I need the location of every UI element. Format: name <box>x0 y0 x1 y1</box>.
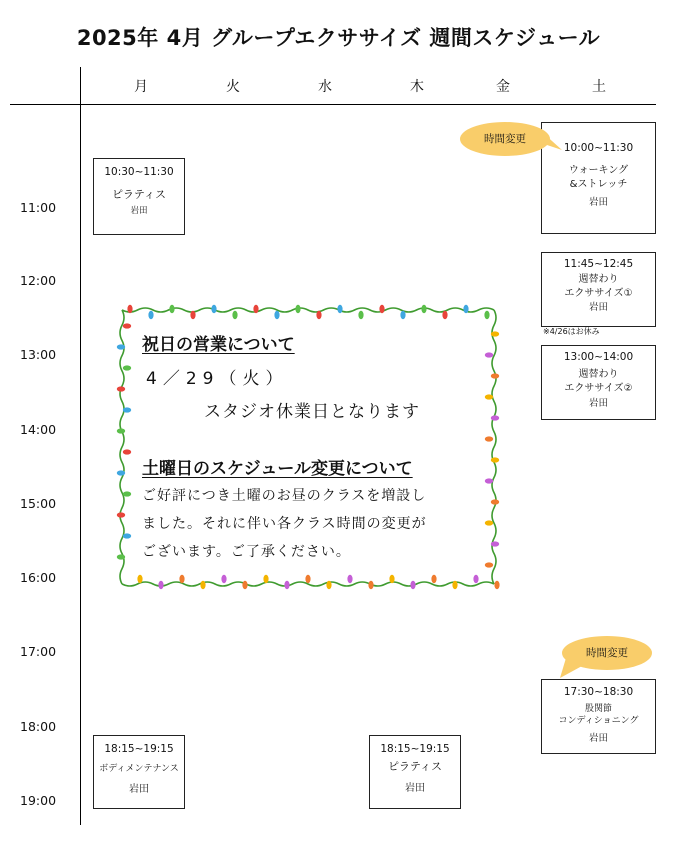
class-name: ピラティス <box>387 760 443 774</box>
class-name-line2: エクササイズ① <box>564 287 633 299</box>
class-name-line2: エクササイズ② <box>564 382 633 394</box>
light-bulb-icon <box>127 305 132 313</box>
light-bulb-icon <box>379 305 384 313</box>
time-label: 17:00 <box>20 644 57 659</box>
class-card-mon-body-maintenance[interactable] <box>93 735 185 809</box>
light-bulb-icon <box>242 581 247 589</box>
class-name-line1: 股関節 <box>584 704 612 715</box>
light-bulb-icon <box>295 305 300 313</box>
light-bulb-icon <box>326 581 331 589</box>
light-bulb-icon <box>200 581 205 589</box>
light-bulb-icon <box>491 541 499 546</box>
light-bulb-icon <box>491 499 499 504</box>
page-title: 2025年 4月 グループエクササイズ 週間スケジュール <box>76 26 601 50</box>
class-name-line1: 週替わり <box>578 369 619 381</box>
light-bulb-icon <box>211 305 216 313</box>
notice-heading-holiday: 祝日の営業について <box>142 335 295 355</box>
class-card-sat-hip[interactable] <box>541 679 656 754</box>
notice-body-line: ご好評につき土曜のお昼のクラスを増設し <box>142 488 427 504</box>
light-bulb-icon <box>117 554 125 559</box>
class-name-line1: 週替わり <box>578 274 619 286</box>
class-time: 13:00~14:00 <box>563 351 634 363</box>
light-bulb-icon <box>117 470 125 475</box>
light-bulb-icon <box>421 305 426 313</box>
time-label: 12:00 <box>20 273 57 288</box>
class-instructor: 岩田 <box>130 206 148 217</box>
light-bulb-icon <box>358 311 363 319</box>
class-instructor: 岩田 <box>588 398 608 410</box>
class-instructor: 岩田 <box>588 733 608 745</box>
light-bulb-icon <box>274 311 279 319</box>
class-note: ※4/26はお休み <box>543 327 600 336</box>
light-bulb-icon <box>123 323 131 328</box>
class-time: 10:00~11:30 <box>563 142 634 154</box>
light-bulb-icon <box>389 575 394 583</box>
light-bulb-icon <box>485 478 493 483</box>
light-bulb-icon <box>491 415 499 420</box>
light-bulb-icon <box>123 491 131 496</box>
notice-heading-saturday: 土曜日のスケジュール変更について <box>142 459 413 479</box>
time-label: 14:00 <box>20 422 57 437</box>
light-bulb-icon <box>484 311 489 319</box>
notice-holiday-date: 4／29（火） <box>146 369 289 389</box>
light-bulb-icon <box>337 305 342 313</box>
light-bulb-icon <box>485 436 493 441</box>
light-bulb-icon <box>221 575 226 583</box>
light-bulb-icon <box>368 581 373 589</box>
class-card-sat-exercise-2[interactable] <box>541 345 656 420</box>
light-bulb-icon <box>494 581 499 589</box>
time-label: 18:00 <box>20 719 57 734</box>
light-bulb-icon <box>442 311 447 319</box>
class-time: 10:30~11:30 <box>104 166 174 178</box>
light-bulb-icon <box>485 520 493 525</box>
light-bulb-icon <box>491 373 499 378</box>
class-instructor: 岩田 <box>129 784 149 796</box>
light-bulb-icon <box>473 575 478 583</box>
light-bulb-icon <box>410 581 415 589</box>
light-bulb-icon <box>400 311 405 319</box>
light-string-vine <box>120 310 124 584</box>
day-header-wed: 水 <box>318 79 332 95</box>
notice-closed-text: スタジオ休業日となります <box>204 402 420 422</box>
light-bulb-icon <box>232 311 237 319</box>
light-bulb-icon <box>169 305 174 313</box>
class-instructor: 岩田 <box>588 197 608 209</box>
time-change-bubble-bottom: 時間変更 <box>562 636 652 670</box>
class-time: 18:15~19:15 <box>104 743 174 755</box>
class-name: ピラティス <box>111 188 167 202</box>
light-bulb-icon <box>117 386 125 391</box>
light-bulb-icon <box>179 575 184 583</box>
notice-body-line: ございます。ご了承ください。 <box>142 544 351 560</box>
light-bulb-icon <box>148 311 153 319</box>
class-time: 17:30~18:30 <box>563 686 634 698</box>
time-label: 16:00 <box>20 570 57 585</box>
class-time: 18:15~19:15 <box>380 743 450 755</box>
light-bulb-icon <box>485 352 493 357</box>
light-bulb-icon <box>253 305 258 313</box>
day-header-tue: 火 <box>226 79 240 95</box>
light-bulb-icon <box>117 344 125 349</box>
light-bulb-icon <box>452 581 457 589</box>
class-name-line1: ウォーキング <box>568 165 629 177</box>
light-bulb-icon <box>463 305 468 313</box>
time-change-bubble-top: 時間変更 <box>460 122 550 156</box>
time-label: 19:00 <box>20 793 57 808</box>
light-bulb-icon <box>158 581 163 589</box>
class-instructor: 岩田 <box>588 302 608 314</box>
light-bulb-icon <box>491 331 499 336</box>
class-name-line2: &ストレッチ <box>569 178 628 190</box>
light-bulb-icon <box>305 575 310 583</box>
light-bulb-icon <box>284 581 289 589</box>
light-bulb-icon <box>117 512 125 517</box>
class-name: ボディメンテナンス <box>99 764 179 775</box>
light-bulb-icon <box>485 562 493 567</box>
light-bulb-icon <box>123 407 131 412</box>
time-axis-divider <box>80 67 81 825</box>
day-header-mon: 月 <box>134 79 148 95</box>
class-card-thu-pilates[interactable] <box>369 735 461 809</box>
class-name-line2: コンディショニング <box>558 716 639 727</box>
light-bulb-icon <box>431 575 436 583</box>
time-label: 11:00 <box>20 200 57 215</box>
class-card-sat-exercise-1[interactable] <box>541 252 656 327</box>
day-header-thu: 木 <box>410 79 424 95</box>
light-string-vine <box>122 308 494 312</box>
notice-body <box>142 482 462 566</box>
light-bulb-icon <box>117 428 125 433</box>
light-bulb-icon <box>137 575 142 583</box>
light-bulb-icon <box>347 575 352 583</box>
light-bulb-icon <box>190 311 195 319</box>
light-bulb-icon <box>485 394 493 399</box>
day-header-fri: 金 <box>496 79 510 95</box>
time-label: 15:00 <box>20 496 57 511</box>
time-label: 13:00 <box>20 347 57 362</box>
light-bulb-icon <box>123 449 131 454</box>
day-header-sat: 土 <box>592 79 606 95</box>
holiday-notice-panel <box>116 304 500 590</box>
notice-body-line: ました。それに伴い各クラス時間の変更が <box>142 516 427 532</box>
class-instructor: 岩田 <box>405 783 425 795</box>
class-time: 11:45~12:45 <box>563 258 634 270</box>
light-bulb-icon <box>316 311 321 319</box>
class-card-mon-pilates[interactable] <box>93 158 185 235</box>
header-divider <box>10 104 656 105</box>
light-bulb-icon <box>263 575 268 583</box>
light-bulb-icon <box>123 365 131 370</box>
light-bulb-icon <box>491 457 499 462</box>
light-bulb-icon <box>123 533 131 538</box>
